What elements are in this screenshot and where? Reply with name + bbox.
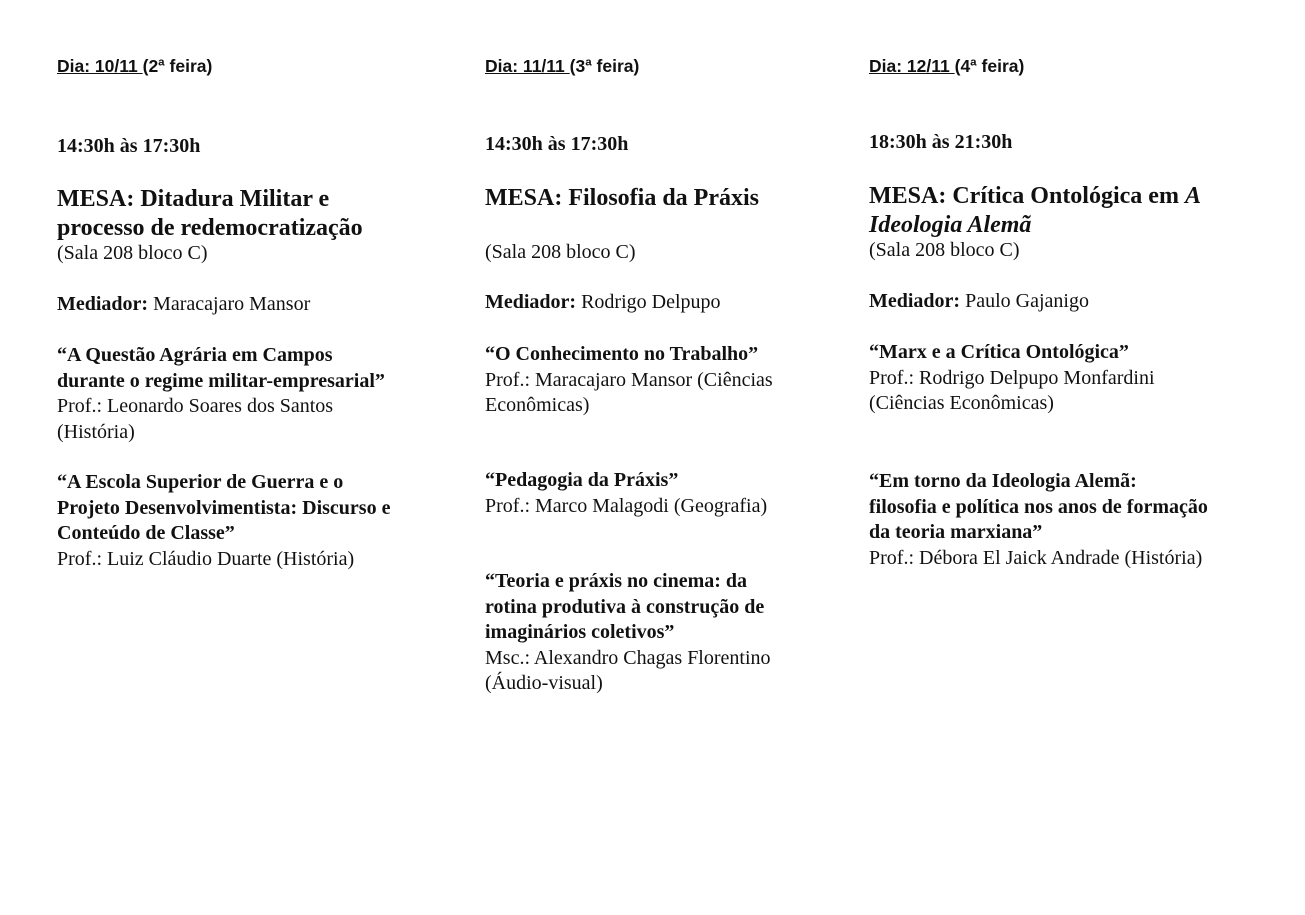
panel-title-italic: A	[1184, 183, 1201, 209]
talk-speaker-line: Prof.: Luiz Cláudio Duarte (História)	[57, 547, 355, 570]
talk-title-line: Projeto Desenvolvimentista: Discurso e	[57, 496, 391, 519]
day-weekday: (4ª feira)	[954, 56, 1025, 76]
day-date: Dia: 10/11	[57, 56, 143, 76]
mediator-name: Rodrigo Delpupo	[576, 291, 721, 313]
talk-title	[485, 569, 771, 646]
talk-item	[869, 469, 1208, 571]
talk-speaker-line: (História)	[57, 420, 135, 443]
day-date: Dia: 11/11	[485, 56, 570, 76]
talk-title-line: “A Questão Agrária em Campos	[57, 344, 333, 366]
mediator	[869, 290, 1089, 313]
panel-title-line: MESA: Filosofia da Práxis	[485, 185, 759, 211]
day-heading	[57, 56, 212, 77]
mediator	[57, 293, 310, 316]
day-heading	[485, 56, 639, 77]
day-weekday: (3ª feira)	[569, 56, 640, 76]
mediator	[485, 291, 721, 314]
talk-speaker-line: Prof.: Leonardo Soares dos Santos	[57, 395, 334, 417]
panel-title	[869, 182, 1269, 240]
mediator-name: Paulo Gajanigo	[960, 290, 1089, 312]
mediator-label: Mediador:	[869, 290, 961, 312]
talk-speaker	[485, 368, 773, 419]
day-weekday: (2ª feira)	[142, 56, 213, 76]
talk-title-line: “A Escola Superior de Guerra e o	[57, 471, 344, 493]
talk-title-line: rotina produtiva à construção de	[485, 595, 765, 618]
talk-title-line: durante o regime militar-empresarial”	[57, 369, 385, 392]
talk-speaker	[869, 546, 1208, 572]
talk-title	[869, 469, 1208, 546]
mediator-label: Mediador:	[485, 291, 577, 313]
talk-title-line: filosofia e política nos anos de formação	[869, 495, 1208, 518]
talk-title	[57, 343, 385, 394]
talk-speaker-line: Prof.: Marco Malagodi (Geografia)	[485, 494, 768, 517]
talk-item	[869, 340, 1155, 417]
talk-title-line: Conteúdo de Classe”	[57, 522, 235, 544]
talk-speaker-line: (Ciências Econômicas)	[869, 392, 1054, 414]
panel-title-line: processo de redemocratização	[57, 215, 363, 241]
talk-title	[869, 340, 1155, 366]
talk-speaker-line: (Áudio-visual)	[485, 672, 603, 694]
talk-speaker-line: Prof.: Maracajaro Mansor (Ciências	[485, 368, 773, 391]
mediator-label: Mediador:	[57, 293, 149, 315]
session-time: 18:30h às 21:30h	[869, 131, 1013, 153]
talk-title	[485, 342, 773, 368]
session-time: 14:30h às 17:30h	[57, 135, 201, 157]
mediator-name: Maracajaro Mansor	[148, 293, 311, 315]
talk-speaker	[485, 494, 767, 520]
talk-title-line: imaginários coletivos”	[485, 621, 675, 643]
talk-item	[485, 569, 771, 697]
talk-item	[57, 470, 390, 572]
session-time: 14:30h às 17:30h	[485, 133, 629, 155]
panel-title	[57, 185, 457, 243]
talk-speaker	[57, 547, 390, 573]
panel-title-line: MESA: Crítica Ontológica em	[869, 183, 1185, 209]
talk-speaker-line: Msc.: Alexandro Chagas Florentino	[485, 646, 771, 669]
talk-title-line: “O Conhecimento no Trabalho”	[485, 343, 759, 365]
talk-speaker-line: Prof.: Débora El Jaick Andrade (História)	[869, 546, 1203, 569]
talk-speaker	[869, 366, 1155, 417]
panel-title-line: MESA: Ditadura Militar e	[57, 186, 330, 212]
talk-title-line: “Marx e a Crítica Ontológica”	[869, 341, 1129, 363]
talk-speaker	[57, 394, 385, 445]
panel-title	[485, 184, 845, 213]
talk-title-line: “Teoria e práxis no cinema: da	[485, 570, 748, 592]
talk-item	[57, 343, 385, 445]
talk-speaker	[485, 646, 771, 697]
room-info: (Sala 208 bloco C)	[485, 241, 636, 263]
day-heading	[869, 56, 1024, 77]
talk-title-line: da teoria marxiana”	[869, 521, 1043, 543]
talk-item	[485, 468, 767, 519]
talk-title-line: “Pedagogia da Práxis”	[485, 469, 679, 491]
room-info: (Sala 208 bloco C)	[869, 239, 1020, 261]
talk-title-line: “Em torno da Ideologia Alemã:	[869, 470, 1137, 492]
talk-title	[485, 468, 767, 494]
talk-title	[57, 470, 390, 547]
talk-item	[485, 342, 773, 419]
room-info: (Sala 208 bloco C)	[57, 242, 208, 264]
talk-speaker-line: Prof.: Rodrigo Delpupo Monfardini	[869, 366, 1155, 389]
panel-title-italic: Ideologia Alemã	[869, 212, 1032, 238]
talk-speaker-line: Econômicas)	[485, 394, 590, 416]
day-date: Dia: 12/11	[869, 56, 955, 76]
